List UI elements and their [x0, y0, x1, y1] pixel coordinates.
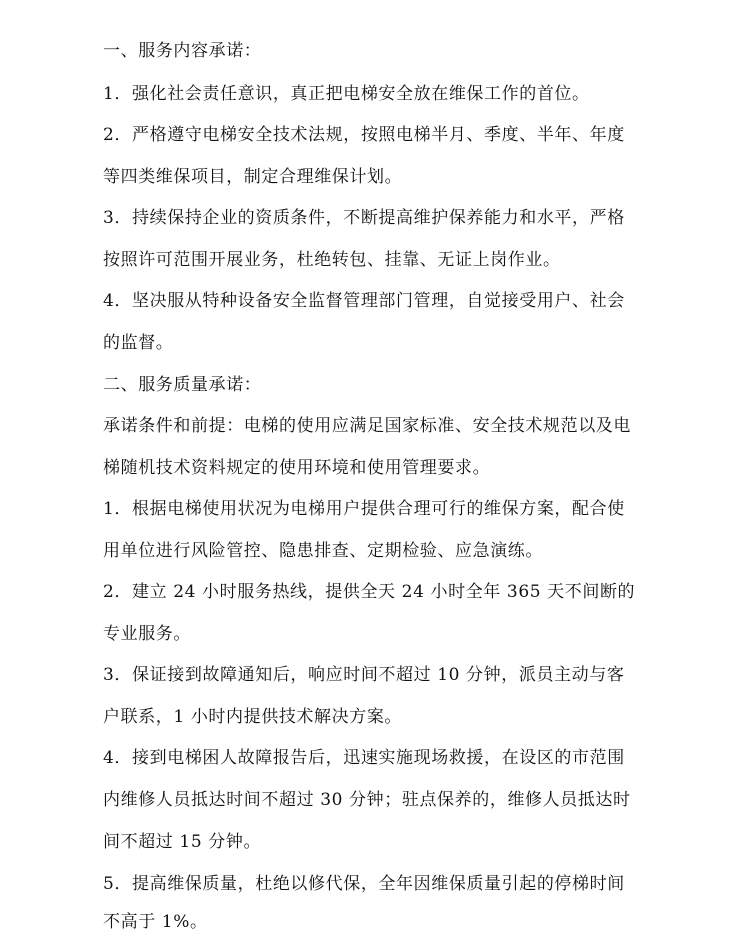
paragraph-line: 承诺条件和前提：电梯的使用应满足国家标准、安全技术规范以及电	[103, 416, 631, 436]
paragraph-line: 用单位进行风险管控、隐患排查、定期检验、应急演练。	[103, 541, 543, 561]
paragraph-line: 不高于 1%。	[103, 912, 208, 932]
paragraph-line: 2．建立 24 小时服务热线，提供全天 24 小时全年 365 天不间断的	[103, 582, 636, 602]
paragraph-line: 2．严格遵守电梯安全技术法规，按照电梯半月、季度、半年、年度	[103, 125, 625, 145]
paragraph-line: 专业服务。	[103, 624, 191, 644]
paragraph-line: 户联系，1 小时内提供技术解决方案。	[103, 707, 403, 727]
paragraph-line: 3．保证接到故障通知后，响应时间不超过 10 分钟，派员主动与客	[103, 665, 625, 685]
paragraph-line: 1．根据电梯使用状况为电梯用户提供合理可行的维保方案，配合使	[103, 499, 625, 519]
paragraph-line: 按照许可范围开展业务，杜绝转包、挂靠、无证上岗作业。	[103, 250, 561, 270]
paragraph-line: 梯随机技术资料规定的使用环境和使用管理要求。	[103, 458, 491, 478]
section-heading-service-quality: 二、服务质量承诺：	[103, 375, 262, 395]
paragraph-line: 的监督。	[103, 333, 174, 353]
paragraph-line: 间不超过 15 分钟。	[103, 832, 262, 852]
paragraph-line: 1．强化社会责任意识，真正把电梯安全放在维保工作的首位。	[103, 84, 590, 104]
paragraph-line: 3．持续保持企业的资质条件，不断提高维护保养能力和水平，严格	[103, 208, 625, 228]
paragraph-line: 内维修人员抵达时间不超过 30 分钟；驻点保养的，维修人员抵达时	[103, 790, 631, 810]
paragraph-line: 等四类维保项目，制定合理维保计划。	[103, 167, 403, 187]
section-heading-service-content: 一、服务内容承诺：	[103, 41, 262, 61]
paragraph-line: 4．接到电梯困人故障报告后，迅速实施现场救援，在设区的市范围	[103, 748, 625, 768]
paragraph-line: 5．提高维保质量，杜绝以修代保，全年因维保质量引起的停梯时间	[103, 874, 625, 894]
paragraph-line: 4．坚决服从特种设备安全监督管理部门管理，自觉接受用户、社会	[103, 291, 625, 311]
